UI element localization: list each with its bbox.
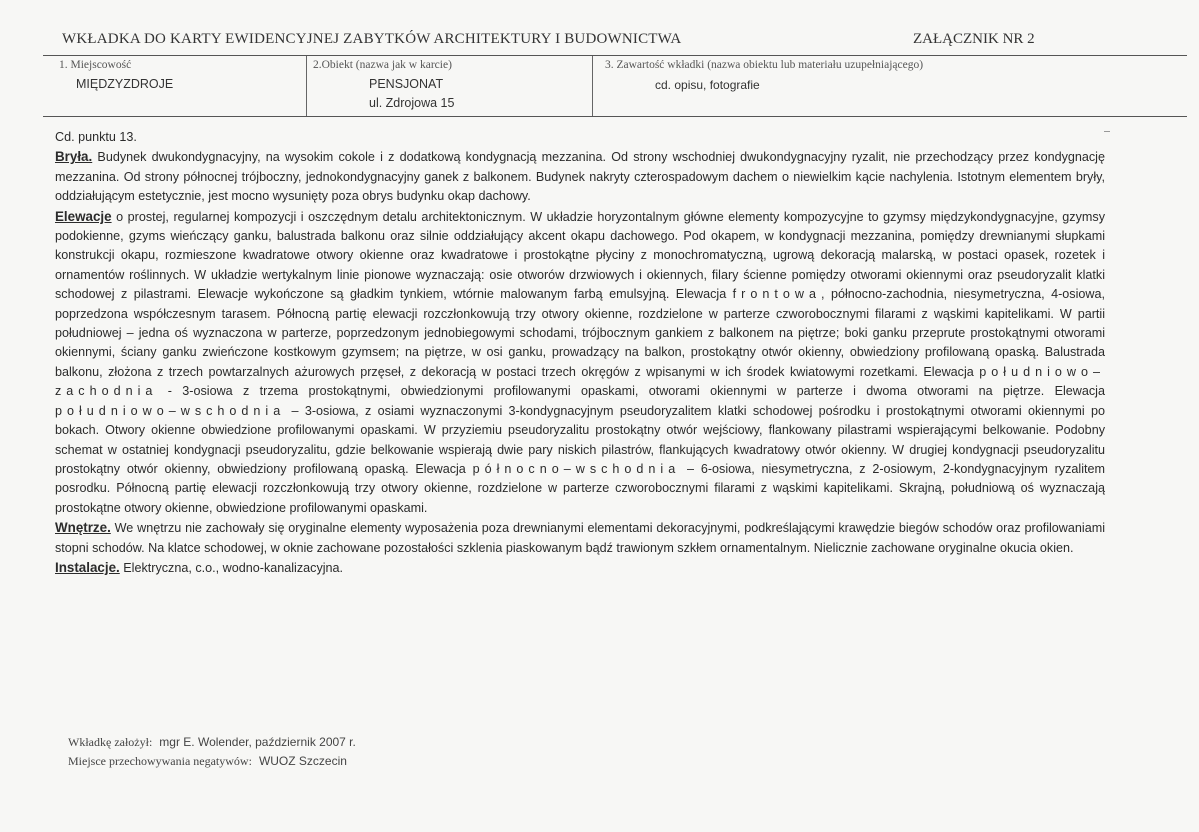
locality-label: 1. Miejscowość	[59, 59, 132, 71]
elewacje-text-4: – 3-osiowa, z osiami wyznaczonymi 3-kondygnacyjnym pseudoryzalitem klatki schodowej pośrodku i prostokątnymi otworami okiennymi po bokach. Otwory okienne obwiedzione profilowanymi opaskami. W przyziemiu pseudoryzalitu prostokątny otwór wejściowy, flankowany pilastrami wspierającymi belkowanie. Podobny schemat w ostatniej kondygnacji pseudoryzalitu, gdzie belkowanie wspierają dwie pary niskich pilastrów, flankujących kwadratowy otwór okienny. W drugiej kondygnacji pseudoryzalitu prostokątny otwór okienny, obwiedziony profilowaną opaską. Elewacja	[55, 403, 1105, 476]
author-label: Wkładkę założył:	[68, 735, 153, 749]
elewacja-pn-wsch: północno–wschodnia	[472, 461, 681, 476]
elewacje-text-5: – 6-osiowa, niesymetryczna, z 2-osiowym, 2-kondygnacyjnym ryzalitem posrodku. Północną partię elewacji rozczłonkowują trzy otwory okienne, rozdzielone w parterze czworobocznymi filarami z wąskimi kapitelikami. Skrajną, południową oś wyznaczają prostokątne otwory okienne, obwiedzione profilowanymi opaskami.	[55, 461, 1105, 515]
header-table	[43, 55, 1187, 117]
wnetrze-text: We wnętrzu nie zachowały się oryginalne elementy wyposażenia poza drewnianymi elementami dekoracyjnymi, podkreślającymi krawędzie biegów schodów oraz profilowaniami stopni schodów. Na klatce schodowej, w oknie zachowane pozostałości szklenia piaskowanym bądź trawionym szkłem ornamentalnym. Nielicznie zachowane oryginalne okucia okien.	[55, 521, 1105, 555]
form-title: WKŁADKA DO KARTY EWIDENCYJNEJ ZABYTKÓW ARCHITEKTURY I BUDOWNICTWA	[62, 31, 682, 47]
cell-object	[307, 56, 593, 116]
elewacja-pd-zach: południowo–zachodnia	[55, 364, 1105, 399]
intro-line: Cd. punktu 13.	[55, 130, 137, 144]
footer-author	[68, 735, 356, 750]
section-wnetrze	[55, 518, 1105, 558]
attachment-number: ZAŁĄCZNIK NR 2	[913, 31, 1035, 47]
elewacja-pd-wsch: południowo–wschodnia	[55, 403, 286, 418]
locality-value: MIĘDZYZDROJE	[76, 77, 174, 91]
elewacje-text-2: , północno-zachodnia, niesymetryczna, 4-osiowa, poprzedzona współczesnym tarasem. Północną partię elewacji rozczłonkowują trzy otwory okienne, rozdzielone w parterze czworobocznymi filarami z wąskimi kapitelikami. W partii południowej – jedna oś wyznaczona w parterze, poprzedzonym jednobiegowymi schodami, trójbocznym gankiem z balkonem na piętrze; boki ganku przeprute prostokątnymi otworami okiennymi, ściany ganku zwieńczone kostkowym gzymsem; na piętrze, w osi ganku, prowadzący na balkon, prostokątny otwór okienny, obwiedziony profilowaną opaską. Balustrada balkonu, złożona z trzech powtarzalnych ażurowych przęseł, z dekoracją w postaci trzech okręgów z wpisanymi w ich środek kwiatowymi rozetkami. Elewacja	[55, 287, 1106, 379]
elewacje-text-3: - 3-osiowa z trzema prostokątnymi, obwiedzionymi profilowanymi opaskami, otworami okiennymi w parterze i dwoma otworami na piętrze. Elewacja	[157, 384, 1105, 399]
section-elewacje	[55, 207, 1105, 519]
cell-locality	[43, 56, 307, 116]
bryla-heading: Bryła.	[55, 149, 93, 165]
instalacje-text: Elektryczna, c.o., wodno-kanalizacyjna.	[119, 560, 344, 575]
cell-contents	[593, 56, 1187, 116]
elewacje-heading: Elewacje	[55, 208, 112, 224]
object-address: ul. Zdrojowa 15	[369, 96, 455, 110]
section-bryla	[55, 147, 1105, 206]
storage-label: Miejsce przechowywania negatywów:	[68, 754, 252, 768]
description-body	[55, 128, 1105, 578]
section-instalacje	[55, 558, 1105, 578]
object-name: PENSJONAT	[369, 77, 444, 91]
bryla-text: Budynek dwukondygnacyjny, na wysokim cokole i z dodatkową kondygnacją mezzanina. Od strony wschodniej dwukondygnacyjny ryzalit, nie przechodzący przez kondygnację mezzanina. Od strony północnej trójboczny, jednokondygnacyjny ganek z balkonem. Budynek nakryty czterospadowym dachem o niewielkim kącie nachylenia. Istotnym elementem bryły, oddziałującym estetycznie, jest mocno wysunięty poza obrys budynku okap dachowy.	[55, 150, 1105, 204]
object-label: 2.Obiekt (nazwa jak w karcie)	[313, 59, 452, 71]
instalacje-heading: Instalacje.	[55, 559, 120, 575]
storage-value: WUOZ Szczecin	[258, 754, 347, 768]
author-value: mgr E. Wolender, październik 2007 r.	[159, 735, 356, 749]
wnetrze-heading: Wnętrze.	[55, 520, 111, 536]
contents-label: 3. Zawartość wkładki (nazwa obiektu lub materiału uzupełniającego)	[605, 59, 924, 71]
contents-value: cd. opisu, fotografie	[655, 78, 760, 92]
elewacje-text-1: o prostej, regularnej kompozycji i oszczędnym detalu architektonicznym. W układzie horyzontalnym główne elementy kompozycyjne to gzymsy międzykondygnacyjne, gzymsy podokienne, gzyms wieńczący ganku, balustrada balkonu oraz silnie oddziałujący akcent okapu dachowego. Pod okapem, w kondygnacji mezzanina, pomiędzy drewnianymi słupkami konstrukcji okapu, rozmieszone kwadratowe otwory okienne oraz kwadratowe i prostokątne płyciny z monochromatyczną, ugrową dekoracją malarską, w postaci opasek, rozetek i ornamentów roślinnych. W układzie wertykalnym linie pionowe wyznaczają: osie otworów drzwiowych i okiennych, filary ścienne pomiędzy otworami okiennymi oraz pseudoryzalit klatki schodowej z pilastrami. Elewacje wykończone są gładkim tynkiem, wtórnie malowanym farbą emulsyjną. Elewacja	[55, 209, 1105, 302]
elewacja-frontowa: frontowa	[732, 287, 821, 302]
footer-storage	[68, 754, 347, 769]
